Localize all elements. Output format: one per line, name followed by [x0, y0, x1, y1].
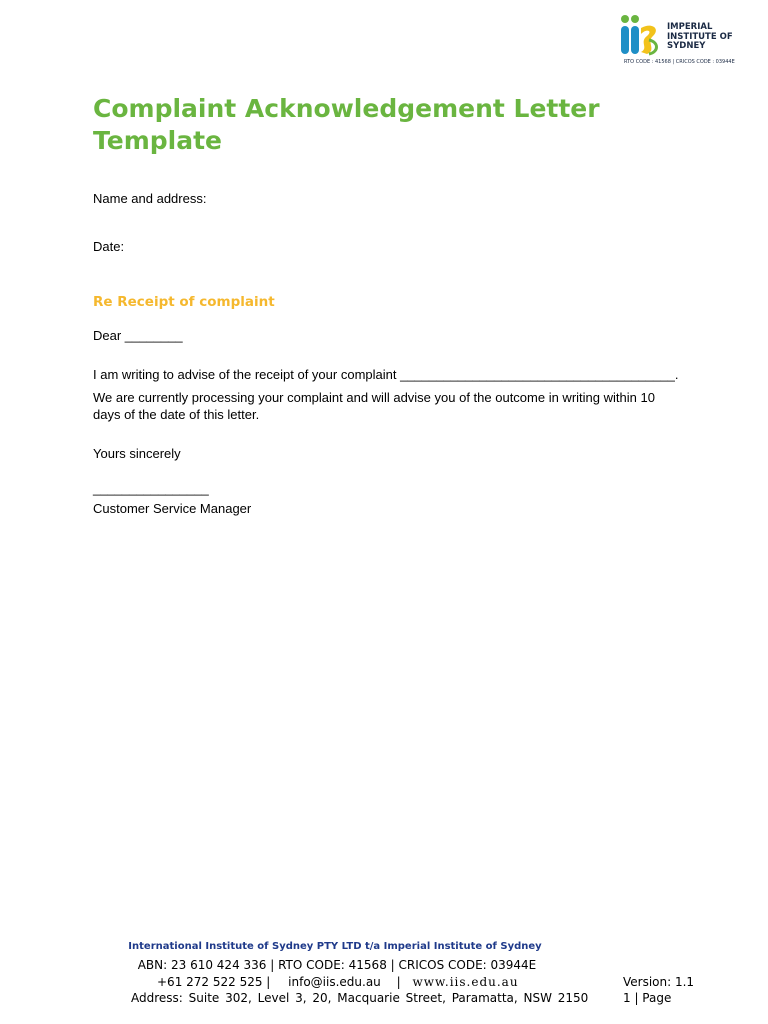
closing: Yours sincerely — [93, 446, 181, 461]
paragraph-processing: We are currently processing your complaint and will advise you of the outcome in writing within 10 days of the date of this letter. — [93, 390, 655, 422]
paragraph-receipt: I am writing to advise of the receipt of your complaint ______________________________________. — [93, 367, 679, 382]
logo-wordmark: IMPERIAL INSTITUTE OF SYDNEY — [667, 22, 733, 51]
signatory: Customer Service Manager — [93, 501, 252, 516]
footer-company: International Institute of Sydney PTY LTD t/a Imperial Institute of Sydney — [128, 941, 542, 952]
footer-address: Address: Suite 302, Level 3, 20, Macquarie Street, Paramatta, NSW 2150 — [131, 991, 589, 1005]
footer-phone: +61 272 522 525 | — [157, 975, 271, 989]
footer-page-number: 1 | Page — [623, 991, 672, 1005]
footer-website[interactable]: www.iis.edu.au — [412, 975, 519, 989]
signature-line: ________________ — [93, 481, 209, 496]
logo-codes: RTO CODE : 41568 | CRICOS CODE : 03944E — [624, 59, 735, 65]
footer-separator: | — [396, 975, 401, 989]
salutation: Dear ________ — [93, 328, 183, 343]
logo-mark-icon — [619, 14, 665, 56]
footer-contact — [157, 975, 519, 989]
footer-email[interactable]: info@iis.edu.au — [288, 975, 381, 989]
date-label: Date: — [93, 239, 125, 254]
footer-version: Version: 1.1 — [623, 975, 695, 989]
footer-registration: ABN: 23 610 424 336 | RTO CODE: 41568 | CRICOS CODE: 03944E — [137, 958, 537, 972]
institute-logo — [619, 14, 749, 70]
document-title: Complaint Acknowledgement Letter Template — [93, 94, 600, 155]
name-address-label: Name and address: — [93, 191, 207, 206]
re-subheading: Re Receipt of complaint — [93, 294, 275, 310]
